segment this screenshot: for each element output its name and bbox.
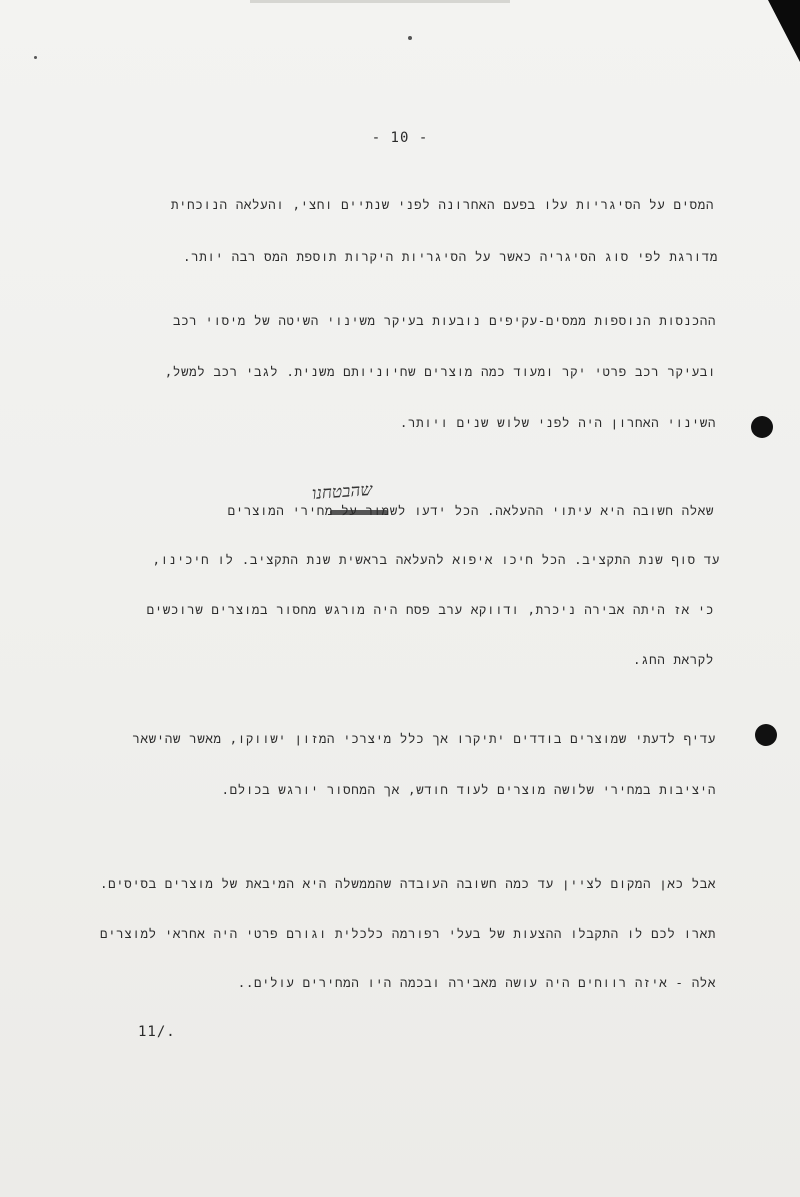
paragraph-line: אלה - איזה רווחים היה עושה מאבירה ובכמה היו המחירים עולים..	[237, 975, 716, 990]
continuation-page-reference: 11/.	[138, 1024, 176, 1040]
page-corner-fold	[768, 0, 800, 62]
paragraph-line: ההכנסות הנוספות ממסים-עקיפים נובעות בעיקר משינוי השיטה של מיסוי רכב	[172, 313, 716, 328]
paragraph-line: אבל כאן המקום לציין עד כמה חשובה העובדה שהממשלה היא המיבאת של מוצרים בסיסים.	[99, 876, 716, 891]
margin-bullet-dot	[755, 724, 777, 746]
paragraph-line: המסים על הסיגריות עלו בפעם האחרונה לפני שנתיים וחצי, והעלאה הנוכחית	[170, 197, 714, 212]
scan-speck	[34, 56, 37, 59]
paragraph-line: כי אז היתה אבירה ניכרת, ודווקא ערב פסח היה מורגש מחסור במוצרים שרוכשים	[146, 602, 714, 617]
paragraph-line: עדיף לדעתי שמוצרים בודדים יתיקרו אך כלל מיצרכי המזון ישווקו, מאשר שהישאר	[132, 731, 716, 746]
paragraph-line: עד סוף שנת התקציב. הכל חיכו איפוא להעלאה בראשית שנת התקציב. לו חיכינו,	[152, 552, 720, 567]
scan-speck	[408, 36, 412, 40]
paragraph-line: שאלה חשובה היא עיתוי ההעלאה. הכל ידעו לשמור על מחירי המוצרים	[227, 503, 714, 518]
paragraph-line: מדורגת לפי סוג הסיגריה כאשר על הסיגריות היקרות תוספת המס רבה יותר.	[183, 249, 718, 264]
paragraph-line: היציבות במחירי שלושה מוצרים לעוד חודש, אך המחסור יורגש בכולם.	[221, 782, 716, 797]
paragraph-line: ובעיקר רכב פרטי יקר ומעוד כמה מוצרים שחיוניותם משנית. לגבי רכב למשל,	[164, 364, 716, 379]
paragraph-line: תארו לכם לו התקבלו ההצעות של בעלי רפורמה כלכלית וגורם פרטי היה אחראי למוצרים	[99, 926, 716, 941]
paragraph-line: לקראת החג.	[632, 652, 714, 667]
page-number: - 10 -	[371, 130, 429, 146]
paragraph-line: השינוי האחרון היה לפני שלוש שנים ויותר.	[399, 415, 716, 430]
margin-bullet-dot	[751, 416, 773, 438]
handwritten-insertion: שהבטחנו	[311, 479, 374, 505]
scan-edge	[250, 0, 510, 3]
